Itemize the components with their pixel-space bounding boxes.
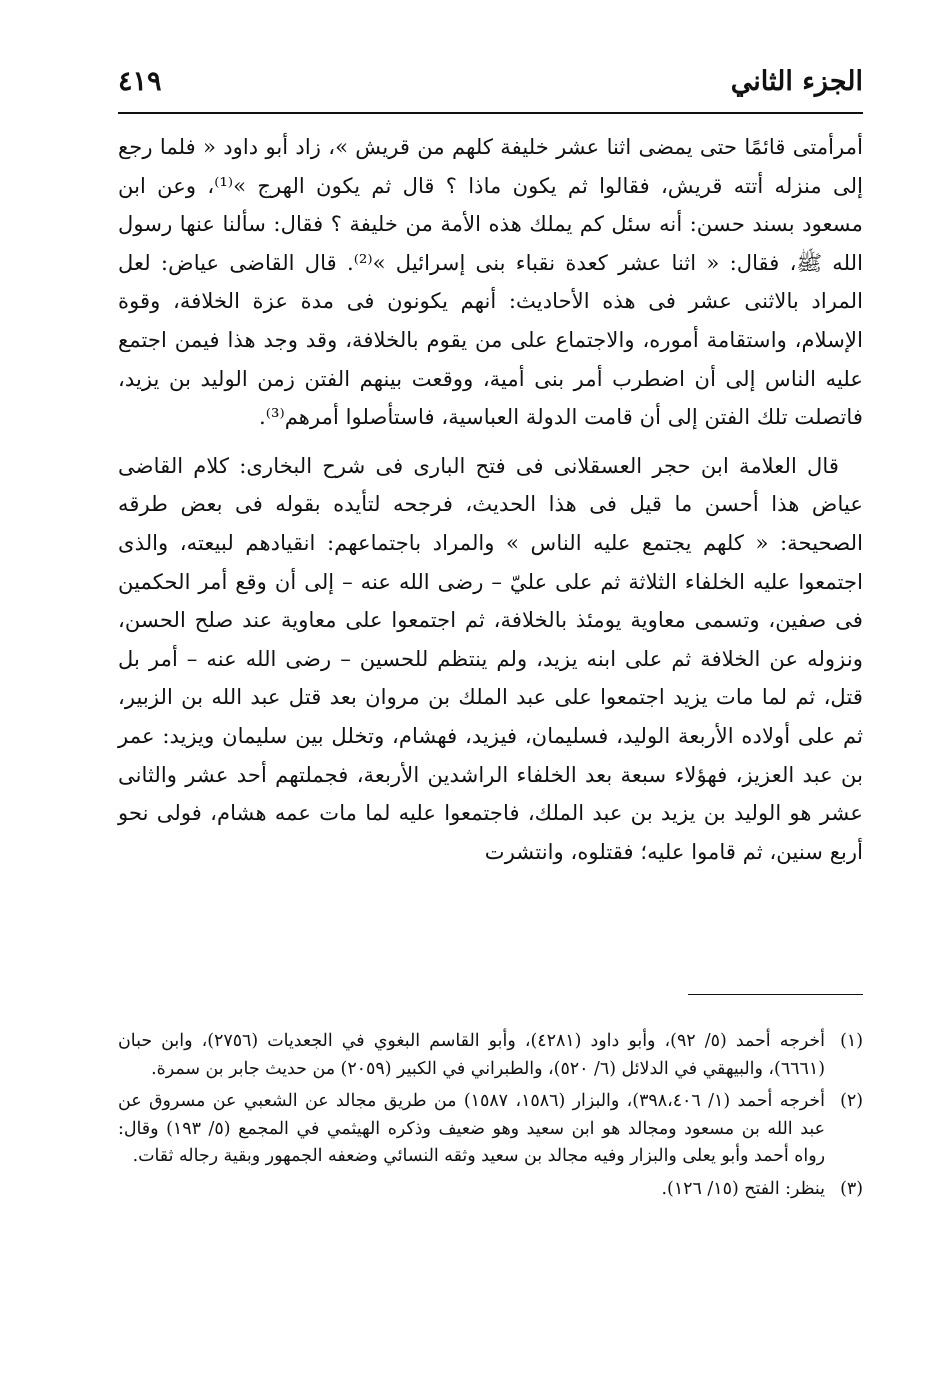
footnote-item [118,1176,863,1204]
footnote-separator [688,994,863,995]
footnote-text: ينظر: الفتح (١٥/ ١٢٦). [661,1178,825,1199]
footnotes [118,1028,863,1208]
main-text [118,128,863,871]
page-number: ٤١٩ [118,66,162,97]
footnote-number: (٢) [840,1091,863,1111]
footnote-item [118,1088,863,1171]
body-paragraph: أمرأمتى قائمًا حتى يمضى اثنا عشر خليفة كلهم من قريش »، زاد أبو داود « فلما رجع إلى منزله أتته قريش، فقالوا ثم يكون ماذا ؟ قال ثم يكون الهرج »⁽¹⁾، وعن ابن مسعود بسند حسن: أنه سئل كم يملك هذه الأمة من خليفة ؟ فقال: سألنا عنها رسول الله ﷺ، فقال: « اثنا عشر كعدة نقباء بنى إسرائيل »⁽²⁾. قال القاضى عياض: لعل المراد بالاثنى عشر فى هذه الأحاديث: أنهم يكونون فى مدة عزة الخلافة، وقوة الإسلام، واستقامة أموره، والاجتماع على من يقوم بالخلافة، وقد وجد هذا فيمن اجتمع عليه الناس إلى أن اضطرب أمر بنى أمية، ووقعت بينهم الفتن زمن الوليد بن يزيد، فاتصلت تلك الفتن إلى أن قامت الدولة العباسية، فاستأصلوا أمرهم⁽³⁾. [118,134,864,430]
footnote-text: أخرجه أحمد (١/ ٣٩٨،٤٠٦)، والبزار (١٥٨٦، ١٥٨٧) من طريق مجالد عن الشعبي عن مسروق عن عبد الله بن مسعود ومجالد هو ابن سعيد وهو ضعيف وذكره الهيثمي في المجمع (٥/ ١٩٣) وقال: رواه أحمد وأبو يعلى والبزار وفيه مجالد بن سعيد وثقه النسائي وضعفه الجمهور وبقية رجاله ثقات. [118,1091,825,1166]
footnote-text: أخرجه أحمد (٥/ ٩٢)، وأبو داود (٤٢٨١)، وأبو القاسم البغوي في الجعديات (٢٧٥٦)، وابن حبان (٦٦٦١)، والبيهقي في الدلائل (٦/ ٥٢٠)، والطبراني في الكبير (٢٠٥٩) من حديث جابر بن سمرة. [118,1031,826,1079]
footnote-number: (٣) [840,1178,863,1199]
body-paragraph: قال العلامة ابن حجر العسقلانى فى فتح البارى فى شرح البخارى: كلام القاضى عياض هذا أحسن ما قيل فى هذا الحديث، فرجحه لتأيده بقوله فى بعض طرقه الصحيحة: « كلهم يجتمع عليه الناس » والمراد باجتماعهم: انقيادهم لبيعته، والذى اجتمعوا عليه الخلفاء الثلاثة ثم على عليّ – رضى الله عنه – إلى أن وقع أمر الحكمين فى صفين، وتسمى معاوية يومئذ بالخلافة، ثم اجتمعوا على معاوية عند صلح الحسن، ونزوله عن الخلافة ثم على ابنه يزيد، ولم ينتظم للحسين – رضى الله عنه – أمر بل قتل، ثم لما مات يزيد اجتمعوا على عبد الملك بن مروان بعد قتل عبد الله بن الزبير، ثم على أولاده الأربعة الوليد، فسليمان، فيزيد، فهشام، وتخلل بين سليمان ويزيد: عمر بن عبد العزيز، فهؤلاء سبعة بعد الخلفاء الراشدين الأربعة، فجملتهم أحد عشر والثانى عشر هو الوليد بن يزيد بن عبد الملك، فاجتمعوا عليه لما مات عمه هشام، فولى نحو أربع سنين، ثم قاموا عليه؛ فقتلوه، وانتشرت [118,452,863,864]
running-header [118,62,863,114]
footnote-number: (١) [840,1031,863,1051]
footnote-item [118,1028,863,1083]
volume-title: الجزء الثاني [730,66,863,97]
